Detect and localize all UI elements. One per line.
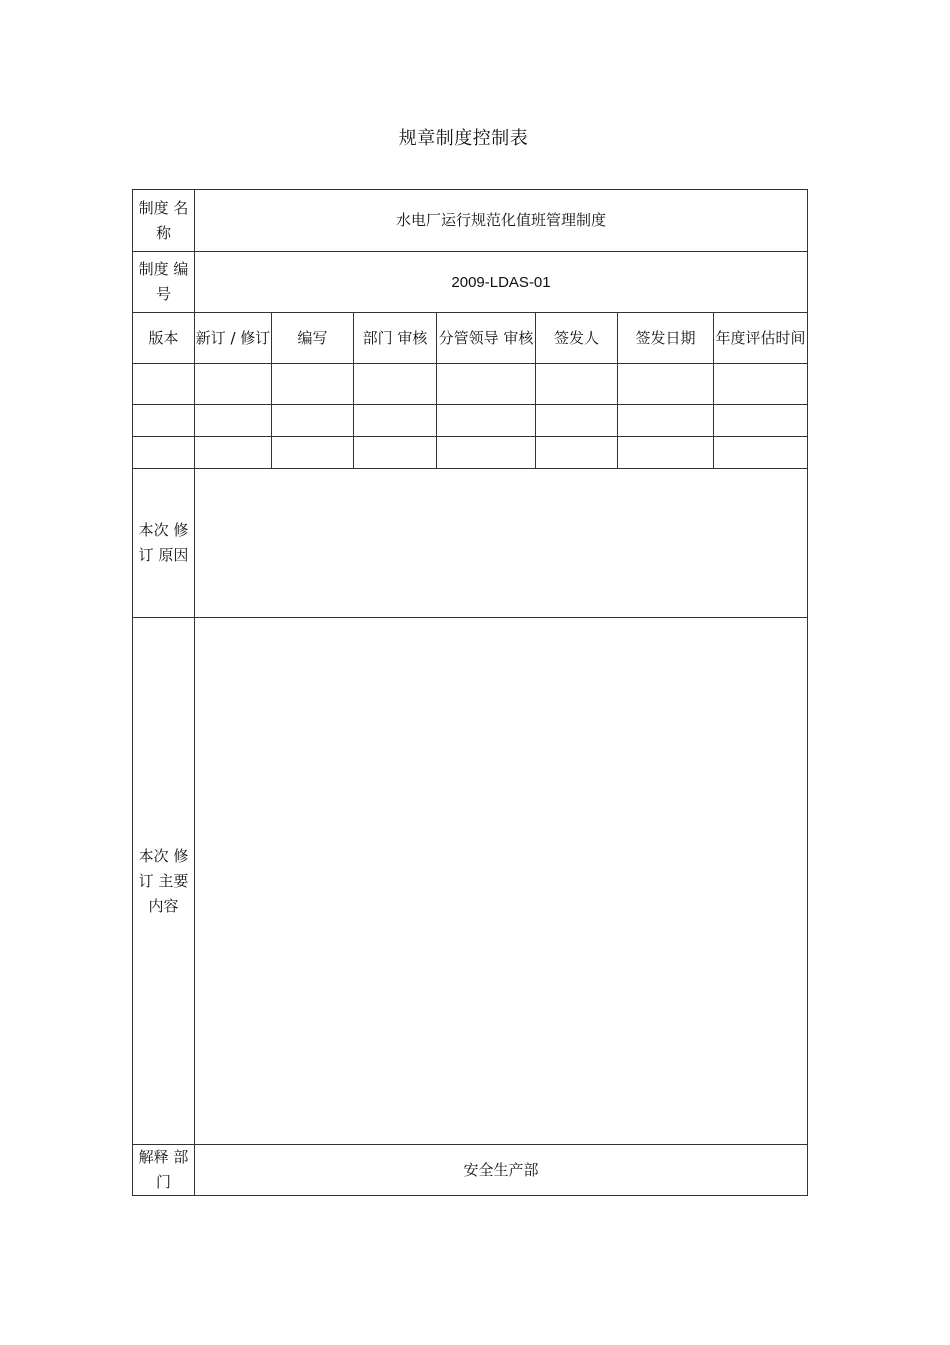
header-cell-version: 版本 <box>133 313 195 364</box>
issue-date-cell[interactable] <box>618 437 714 469</box>
header-cell-issuer: 签发人 <box>536 313 618 364</box>
revision-content-value[interactable] <box>195 618 808 1145</box>
header-cell-dept-review: 部门 审核 <box>354 313 437 364</box>
annual-review-cell[interactable] <box>714 437 808 469</box>
policy-code-value: 2009-LDAS-01 <box>195 252 808 313</box>
document-title: 规章制度控制表 <box>398 128 529 149</box>
policy-name-label: 制度 名称 <box>133 190 195 252</box>
policy-name-value: 水电厂运行规范化值班管理制度 <box>195 190 808 252</box>
dept-review-cell[interactable] <box>354 364 437 405</box>
author-cell[interactable] <box>272 364 354 405</box>
policy-name-row <box>133 190 808 252</box>
revision-content-label: 本次 修订 主要内容 <box>133 618 195 1145</box>
dept-review-cell[interactable] <box>354 437 437 469</box>
leader-review-cell[interactable] <box>437 437 536 469</box>
leader-review-cell[interactable] <box>437 364 536 405</box>
header-cell-author: 编写 <box>272 313 354 364</box>
issue-date-cell[interactable] <box>618 364 714 405</box>
version-cell[interactable] <box>133 405 195 437</box>
revision-content-row <box>133 618 808 1145</box>
table-row <box>133 437 808 469</box>
issuer-cell[interactable] <box>536 405 618 437</box>
interpreting-dept-row <box>133 1145 808 1196</box>
interpreting-dept-value: 安全生产部 <box>195 1145 808 1196</box>
header-cell-issue-date: 签发日期 <box>618 313 714 364</box>
header-cell-new-or-revise: 新订 / 修订 <box>195 313 272 364</box>
revision-reason-value[interactable] <box>195 469 808 618</box>
version-cell[interactable] <box>133 364 195 405</box>
version-cell[interactable] <box>133 437 195 469</box>
policy-code-label: 制度 编号 <box>133 252 195 313</box>
table-row <box>133 405 808 437</box>
header-row <box>133 313 808 364</box>
author-cell[interactable] <box>272 405 354 437</box>
interpreting-dept-label: 解释 部门 <box>133 1145 195 1196</box>
annual-review-cell[interactable] <box>714 364 808 405</box>
issuer-cell[interactable] <box>536 437 618 469</box>
revision-reason-row <box>133 469 808 618</box>
header-cell-annual-review: 年度评估时间 <box>714 313 808 364</box>
policy-code-row <box>133 252 808 313</box>
header-cell-leader-review: 分管领导 审核 <box>437 313 536 364</box>
issuer-cell[interactable] <box>536 364 618 405</box>
revision-reason-label: 本次 修订 原因 <box>133 469 195 618</box>
table-row <box>133 364 808 405</box>
annual-review-cell[interactable] <box>714 405 808 437</box>
dept-review-cell[interactable] <box>354 405 437 437</box>
author-cell[interactable] <box>272 437 354 469</box>
control-table <box>132 189 808 1196</box>
leader-review-cell[interactable] <box>437 405 536 437</box>
new-or-revise-cell[interactable] <box>195 437 272 469</box>
new-or-revise-cell[interactable] <box>195 364 272 405</box>
new-or-revise-cell[interactable] <box>195 405 272 437</box>
issue-date-cell[interactable] <box>618 405 714 437</box>
